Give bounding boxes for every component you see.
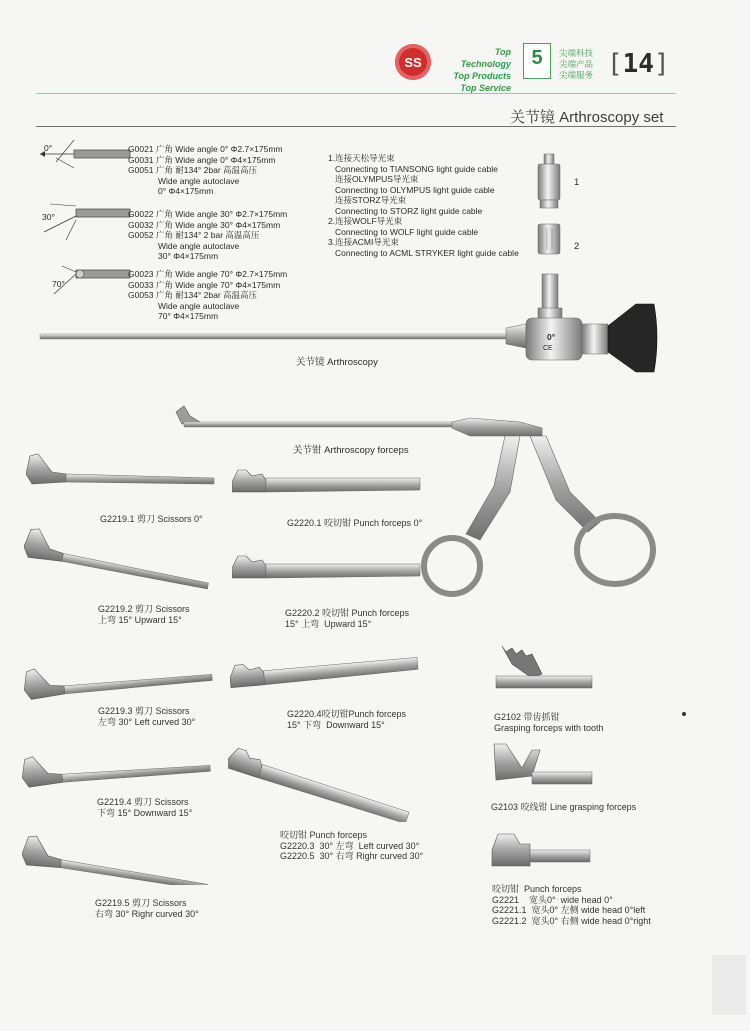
light-guide-line: Connecting to TIANSONG light guide cable xyxy=(335,163,498,174)
punch-upward-caption: G2220.2 咬切钳 Punch forceps 15° 上弯 Upward 15° xyxy=(285,608,410,629)
forceps-head xyxy=(452,418,542,436)
light-guide-line: Connecting to ACML STRYKER light guide cable xyxy=(335,247,519,258)
spec-line: G0051 广角 耐134° 2bar 高温高压 xyxy=(128,165,258,175)
line-grasping-image xyxy=(492,740,596,796)
scissors-0deg-caption: G2219.1 剪刀 Scissors 0° xyxy=(100,514,203,524)
punch-0deg-caption: G2220.1 咬切钳 Punch forceps 0° xyxy=(287,518,423,528)
section-title: 关节镜 Arthroscopy set xyxy=(510,109,664,126)
header-divider xyxy=(36,93,676,94)
light-guide-line: Connecting to STORZ light guide cable xyxy=(335,205,483,216)
angle-label-70: 70° xyxy=(52,279,65,289)
spec-line: G0053 广角 耐134° 2bar 高温高压 xyxy=(128,290,258,300)
spec-line: Wide angle autoclave xyxy=(158,240,240,251)
scissors-upward-image xyxy=(24,518,216,598)
wide-head-punch-image xyxy=(490,826,594,876)
light-guide-line: 连接OLYMPUS导光束 xyxy=(335,174,419,184)
adapter-2 xyxy=(538,224,560,254)
spec-line: 30° Φ4×175mm xyxy=(158,251,219,261)
scope-angle-mark: 0° xyxy=(547,332,556,342)
angle-label-0: 0° xyxy=(44,143,53,153)
spec-line: 70° Φ4×175mm xyxy=(158,311,219,321)
wide-head-shaft xyxy=(530,850,590,862)
scope-cone xyxy=(506,324,526,348)
finger-ring xyxy=(424,538,480,594)
company-logo xyxy=(395,44,431,80)
spec-line: 0° Φ4×175mm xyxy=(158,186,214,196)
thumb-ring xyxy=(577,516,653,584)
punch-downward-image xyxy=(230,646,422,696)
light-guide-line: Connecting to WOLF light guide cable xyxy=(335,226,479,237)
arthroscope-caption: 关节镜 Arthroscopy xyxy=(296,357,378,368)
brand-badge: 5 xyxy=(523,43,551,79)
cn-tagline-1: 尖端科技 xyxy=(559,48,594,58)
punch-curved-image xyxy=(228,732,420,822)
scissors-downward-caption: G2219.4 剪刀 Scissors 下弯 15° Downward 15° xyxy=(97,797,193,818)
scissors-downward-image xyxy=(22,740,214,800)
adapter-2-label: 2 xyxy=(574,241,580,252)
spec-line: G0021 广角 Wide angle 0° Φ2.7×175mm xyxy=(128,144,283,154)
page-number-value: 14 xyxy=(622,49,654,79)
light-guide-line: 1.连接天松导光束 xyxy=(328,153,395,163)
tagline-line-1: Top Technology xyxy=(460,47,511,69)
chinese-tagline xyxy=(559,48,593,81)
scissors-right-caption: G2219.5 剪刀 Scissors 右弯 30° Righr curved 30° xyxy=(95,898,199,919)
scissors-upward-caption: G2219.2 剪刀 Scissors 上弯 15° Upward 15° xyxy=(98,604,190,625)
punch-downward-caption: G2220.4咬切钳Punch forceps 15° 下弯 Downward 15° xyxy=(287,709,407,730)
spec-line: Wide angle autoclave xyxy=(158,175,240,186)
forceps-jaw xyxy=(176,406,200,424)
spec-line: G0031 广角 Wide angle 0° Φ4×175mm xyxy=(128,154,276,165)
eyepiece xyxy=(608,304,657,372)
scissors-0deg-image xyxy=(26,452,218,494)
scissors-right-image xyxy=(22,815,214,885)
line-grasping-shaft xyxy=(532,772,592,784)
spec-line: G0052 广角 耐134° 2 bar 高温高压 xyxy=(128,230,260,240)
scissors-left-caption: G2219.3 剪刀 Scissors 左弯 30° Left curved 30° xyxy=(98,706,196,727)
wide-head-jaw xyxy=(492,834,530,866)
light-guide-line: 连接STORZ导光束 xyxy=(335,195,407,205)
forceps-shaft xyxy=(184,422,454,427)
grasping-tooth-image xyxy=(492,644,596,696)
punch-curved-caption: 咬切钳 Punch forceps G2220.3 30° 左弯 Left curved 30° G2220.5 30° 右弯 Righr curved 30° xyxy=(280,830,424,861)
cn-tagline-2: 尖端产品 xyxy=(559,59,594,69)
spec-line: G0022 广角 Wide angle 30° Φ2.7×175mm xyxy=(128,209,288,219)
ce-mark: CE xyxy=(543,345,553,352)
spec-line: G0032 广角 Wide angle 30° Φ4×175mm xyxy=(128,219,281,230)
adapter-1-label: 1 xyxy=(574,177,580,188)
wide-head-punch-caption: 咬切钳 Punch forceps G2221 宽头0° wide head 0° G2221.1 宽头0° 左侧 wide head 0°left G2221.2 宽头0° 右侧 wide head 0°right xyxy=(492,884,651,926)
punch-upward-image xyxy=(232,540,424,600)
forceps-handle-front xyxy=(466,436,520,540)
line-grasping-caption: G2103 咬线钳 Line grasping forceps xyxy=(491,802,637,812)
spec-line: G0033 广角 Wide angle 70° Φ4×175mm xyxy=(128,279,281,290)
adapter-1 xyxy=(538,154,560,208)
tagline-line-2: Top Products xyxy=(453,71,511,81)
grasping-tooth-caption: G2102 带齿抓钳 Grasping forceps with tooth xyxy=(494,712,604,733)
forceps-handle-rear xyxy=(530,436,600,532)
scan-artifact xyxy=(712,955,746,1015)
punch-0deg-image xyxy=(232,462,424,502)
page-number: [14] xyxy=(607,49,670,79)
tagline-line-3: Top Service xyxy=(460,83,511,93)
light-guide-line: 2.连接WOLF导光束 xyxy=(328,216,403,226)
angle-label-30: 30° xyxy=(42,212,55,222)
stray-dot xyxy=(682,712,686,716)
light-guide-line: Connecting to OLYMPUS light guide cable xyxy=(335,184,495,195)
english-tagline xyxy=(443,46,511,94)
light-guide-line: 3.连接ACMI导光束 xyxy=(328,237,399,247)
section-divider xyxy=(36,126,676,127)
grasper-shaft xyxy=(496,676,592,688)
scope-shaft xyxy=(40,334,510,339)
logo-text: SS xyxy=(404,54,422,70)
toothed-jaw xyxy=(502,646,542,678)
spec-line: Wide angle autoclave xyxy=(158,300,240,311)
cn-tagline-3: 尖端服务 xyxy=(559,70,594,80)
scissors-left-image xyxy=(24,648,216,708)
scope-neck xyxy=(582,324,608,354)
spec-line: G0023 广角 Wide angle 70° Φ2.7×175mm xyxy=(128,269,288,279)
forceps-caption: 关节钳 Arthroscopy forceps xyxy=(293,445,409,456)
